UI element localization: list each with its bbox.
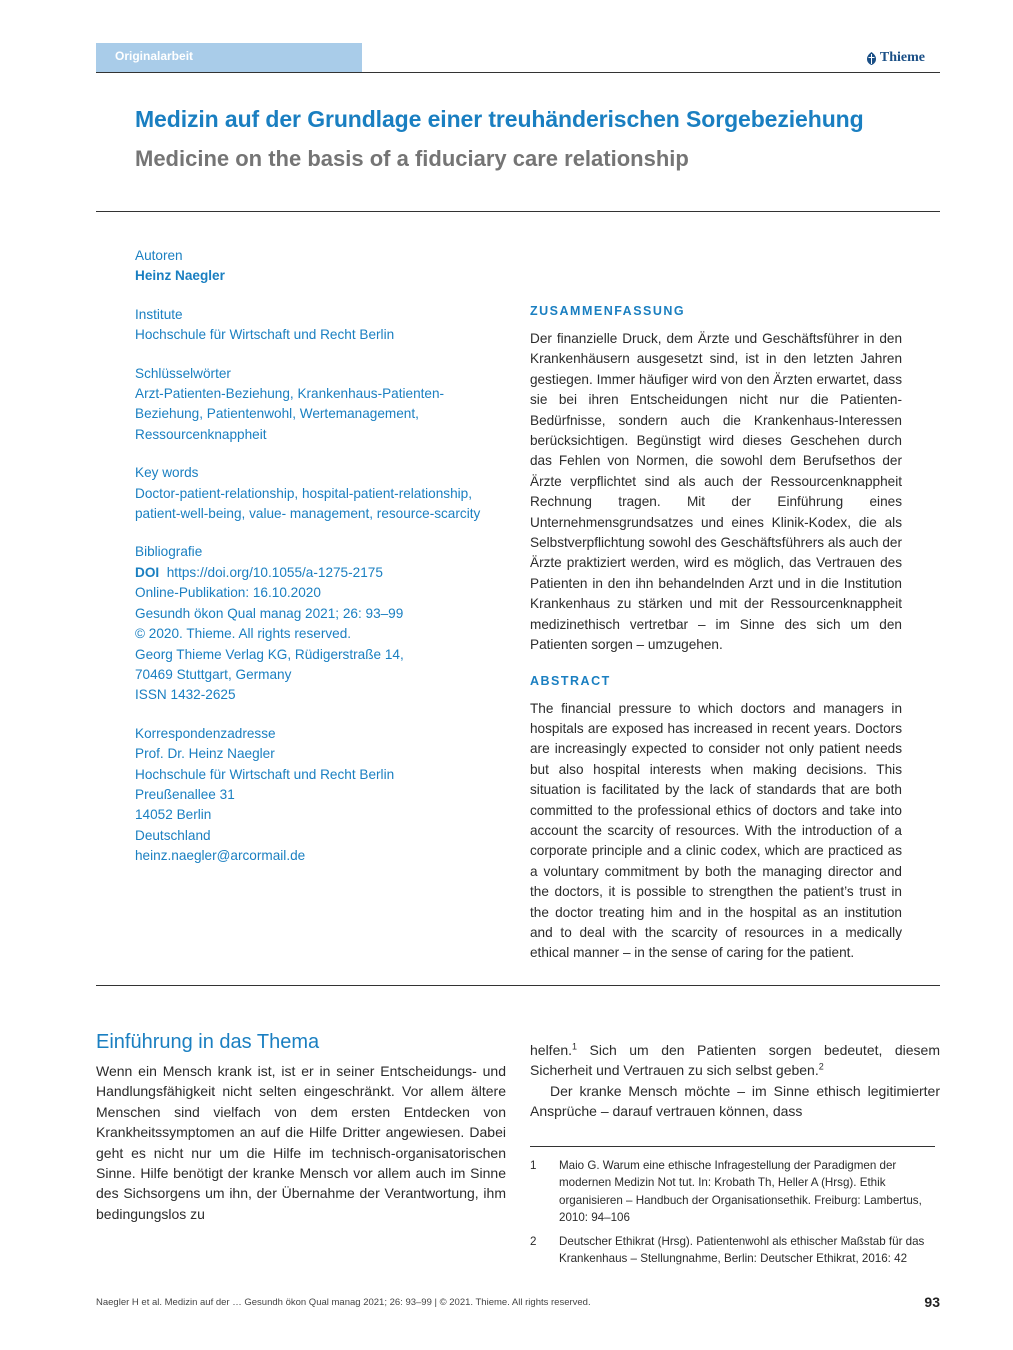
article-metadata (135, 246, 505, 885)
footnote (530, 1233, 940, 1268)
institute-block (135, 305, 505, 346)
publisher-logo (866, 50, 925, 66)
body-text: helfen. (530, 1042, 573, 1058)
bibliography-line: © 2020. Thieme. All rights reserved. (135, 626, 352, 642)
abstract-column (530, 304, 902, 982)
authors-block (135, 246, 505, 287)
bibliography-line: 70469 Stuttgart, Germany (135, 666, 292, 682)
bibliography-label: Bibliografie (135, 544, 203, 560)
footnote-divider (530, 1146, 935, 1147)
footnote-text: Deutscher Ethikrat (Hrsg). Patientenwohl als ethischer Maßstab für das Krankenhaus – Stellungnahme, Berlin: Deutscher Ethikrat, 2016: 42 (559, 1235, 925, 1266)
body-paragraph: Wenn ein Mensch krank ist, ist er in seiner Entscheidungs- und Handlungsfähigkeit nicht selten eingeschränkt. Vor allem ältere Menschen sind vielfach von dem ersten Entdecken von Krankheitssymptomen an auf die Hilfe Dritter angewiesen. Dabei geht es nicht nur um die Hilfe im technisch-organisatorischen Sinne. Hilfe benötigt der kranke Mensch vor allem auch im Sinne des Sichsorgens um ihn, der Übernahme der Verantwortung, ihm bedingungslos zu (96, 1063, 506, 1222)
abstract-divider (96, 985, 940, 986)
bibliography-line: ISSN 1432-2625 (135, 687, 236, 703)
abstract-text: The financial pressure to which doctors and managers in hospitals are exposed has increased in recent years. Doctors are increasingly expected to consider not only patient needs but also hospital interests when making decisions. This situation is facilitated by the lack of standards that are both committed to the professional ethics of doctors and take into account the scarcity of resources. With the introduction of a corporate principle and a clinic codex, which are practiced as a voluntary commitment by both the managing director and the doctors, it is possible to strengthen the patient’s trust in the doctor treating him and in the hospital as an institution and to deal with the scarcity of resources in a medically ethical manner – in the sense of caring for the patient. (530, 700, 902, 961)
footnote-number: 2 (530, 1235, 537, 1248)
author-name: Heinz Naegler (135, 268, 225, 284)
keywords-de-line: Ressourcenknappheit (135, 426, 267, 442)
correspondence-block (135, 724, 505, 867)
title-divider (96, 211, 940, 212)
bibliography-line: Online-Publikation: 16.10.2020 (135, 585, 321, 601)
keywords-de-label: Schlüsselwörter (135, 365, 231, 381)
body-paragraph-continued (530, 1040, 940, 1081)
correspondence-line: Deutschland (135, 827, 211, 843)
correspondence-line: 14052 Berlin (135, 807, 212, 823)
keywords-de-line: Beziehung, Patientenwohl, Wertemanagement, (135, 406, 419, 422)
correspondence-line: Preußenallee 31 (135, 786, 235, 802)
bibliography-line: Gesundh ökon Qual manag 2021; 26: 93–99 (135, 605, 404, 621)
title-english: Medicine on the basis of a fiduciary care relationship (135, 146, 689, 171)
authors-label: Autoren (135, 248, 183, 263)
summary-heading: ZUSAMMENFASSUNG (530, 304, 686, 318)
correspondence-email[interactable]: heinz.naegler@arcormail.de (135, 848, 306, 864)
section-label: Originalarbeit (115, 49, 194, 63)
keywords-de-block (135, 364, 505, 446)
correspondence-label: Korrespondenzadresse (135, 725, 276, 741)
footnote-text: Maio G. Warum eine ethische Infragestellung der Paradigmen der modernen Medizin Not tut. In: Krobath Th, Heller A (Hrsg). Ethik organisieren – Handbuch der Organisationsethik. Freiburg: Lambertus, 2010: 94–106 (559, 1159, 922, 1225)
doi-label: DOI (135, 564, 160, 580)
bibliography-block (135, 542, 505, 705)
title-german: Medizin auf der Grundlage einer treuhänderischen Sorgebeziehung (135, 106, 864, 132)
body-column-2 (530, 1040, 940, 1122)
footnote-ref[interactable]: 2 (818, 1061, 824, 1072)
keywords-en-line: patient-well-being, value- management, resource-scarcity (135, 506, 481, 522)
body-paragraph: Der kranke Mensch möchte – im Sinne ethisch legitimierter Ansprüche – darauf vertrauen können, dass (530, 1082, 940, 1120)
correspondence-line: Prof. Dr. Heinz Naegler (135, 746, 275, 762)
footnote-ref[interactable]: 1 (572, 1041, 578, 1052)
footnote-number: 1 (530, 1159, 537, 1172)
institute-label: Institute (135, 306, 183, 322)
keywords-en-line: Doctor-patient-relationship, hospital-patient-relationship, (135, 485, 473, 501)
body-text: Sich um den Patienten sorgen bedeutet, diesem Sicherheit und Vertrauen zu sich selbst geben. (530, 1042, 940, 1079)
doi-line (135, 563, 505, 583)
thieme-logo-icon (866, 52, 877, 65)
correspondence-line: Hochschule für Wirtschaft und Recht Berlin (135, 766, 395, 782)
keywords-en-label: Key words (135, 465, 199, 481)
keywords-en-block (135, 463, 505, 524)
section-heading: Einführung in das Thema (96, 1031, 320, 1053)
keywords-de-line: Arzt-Patienten-Beziehung, Krankenhaus-Patienten- (135, 386, 445, 402)
publisher-name: Thieme (879, 50, 925, 65)
header-rule (96, 72, 940, 73)
bibliography-line: Georg Thieme Verlag KG, Rüdigerstraße 14, (135, 646, 404, 662)
footnote (530, 1157, 940, 1227)
institute-name: Hochschule für Wirtschaft und Recht Berlin (135, 327, 395, 343)
doi-link[interactable]: https://doi.org/10.1055/a-1275-2175 (166, 564, 383, 580)
section-label-bar (96, 43, 362, 72)
page-number: 93 (924, 1294, 940, 1310)
footer-citation: Naegler H et al. Medizin auf der … Gesundh ökon Qual manag 2021; 26: 93–99 | © 2021. Thieme. All rights reserved. (96, 1297, 591, 1308)
abstract-heading: ABSTRACT (530, 673, 611, 688)
summary-text: Der finanzielle Druck, dem Ärzte und Geschäftsführer in den Krankenhäusern ausgesetzt sind, ist in den letzten Jahren gestiegen. Immer häufiger wird von den Ärzten erwartet, dass sie bei ihren Entscheidungen nicht nur die Patienten-Bedürfnisse, sondern auch die Krankenhaus-Interessen berücksichtigen. Begünstigt wird dieses Geschehen durch das Fehlen von Normen, die sowohl dem Berufsethos der Ärzte verpflichtet sind als auch der Ressourcenknappheit Rechnung tragen. Mit der Einführung eines Unternehmensgrundsatzes und eines Klinik-Kodex, die als Selbstverpflichtung sowohl des Geschäftsführers als auch der Ärzte praktiziert werden, wird es möglich, das Vertrauen des Patienten in den ihn behandelnden Arzt und in die Institution Krankenhaus zu stärken und mit der Ressourcenknappheit medizinethisch vertretbar – im Sinne des sich um den Patienten sorgen – umzugehen. (530, 331, 902, 653)
